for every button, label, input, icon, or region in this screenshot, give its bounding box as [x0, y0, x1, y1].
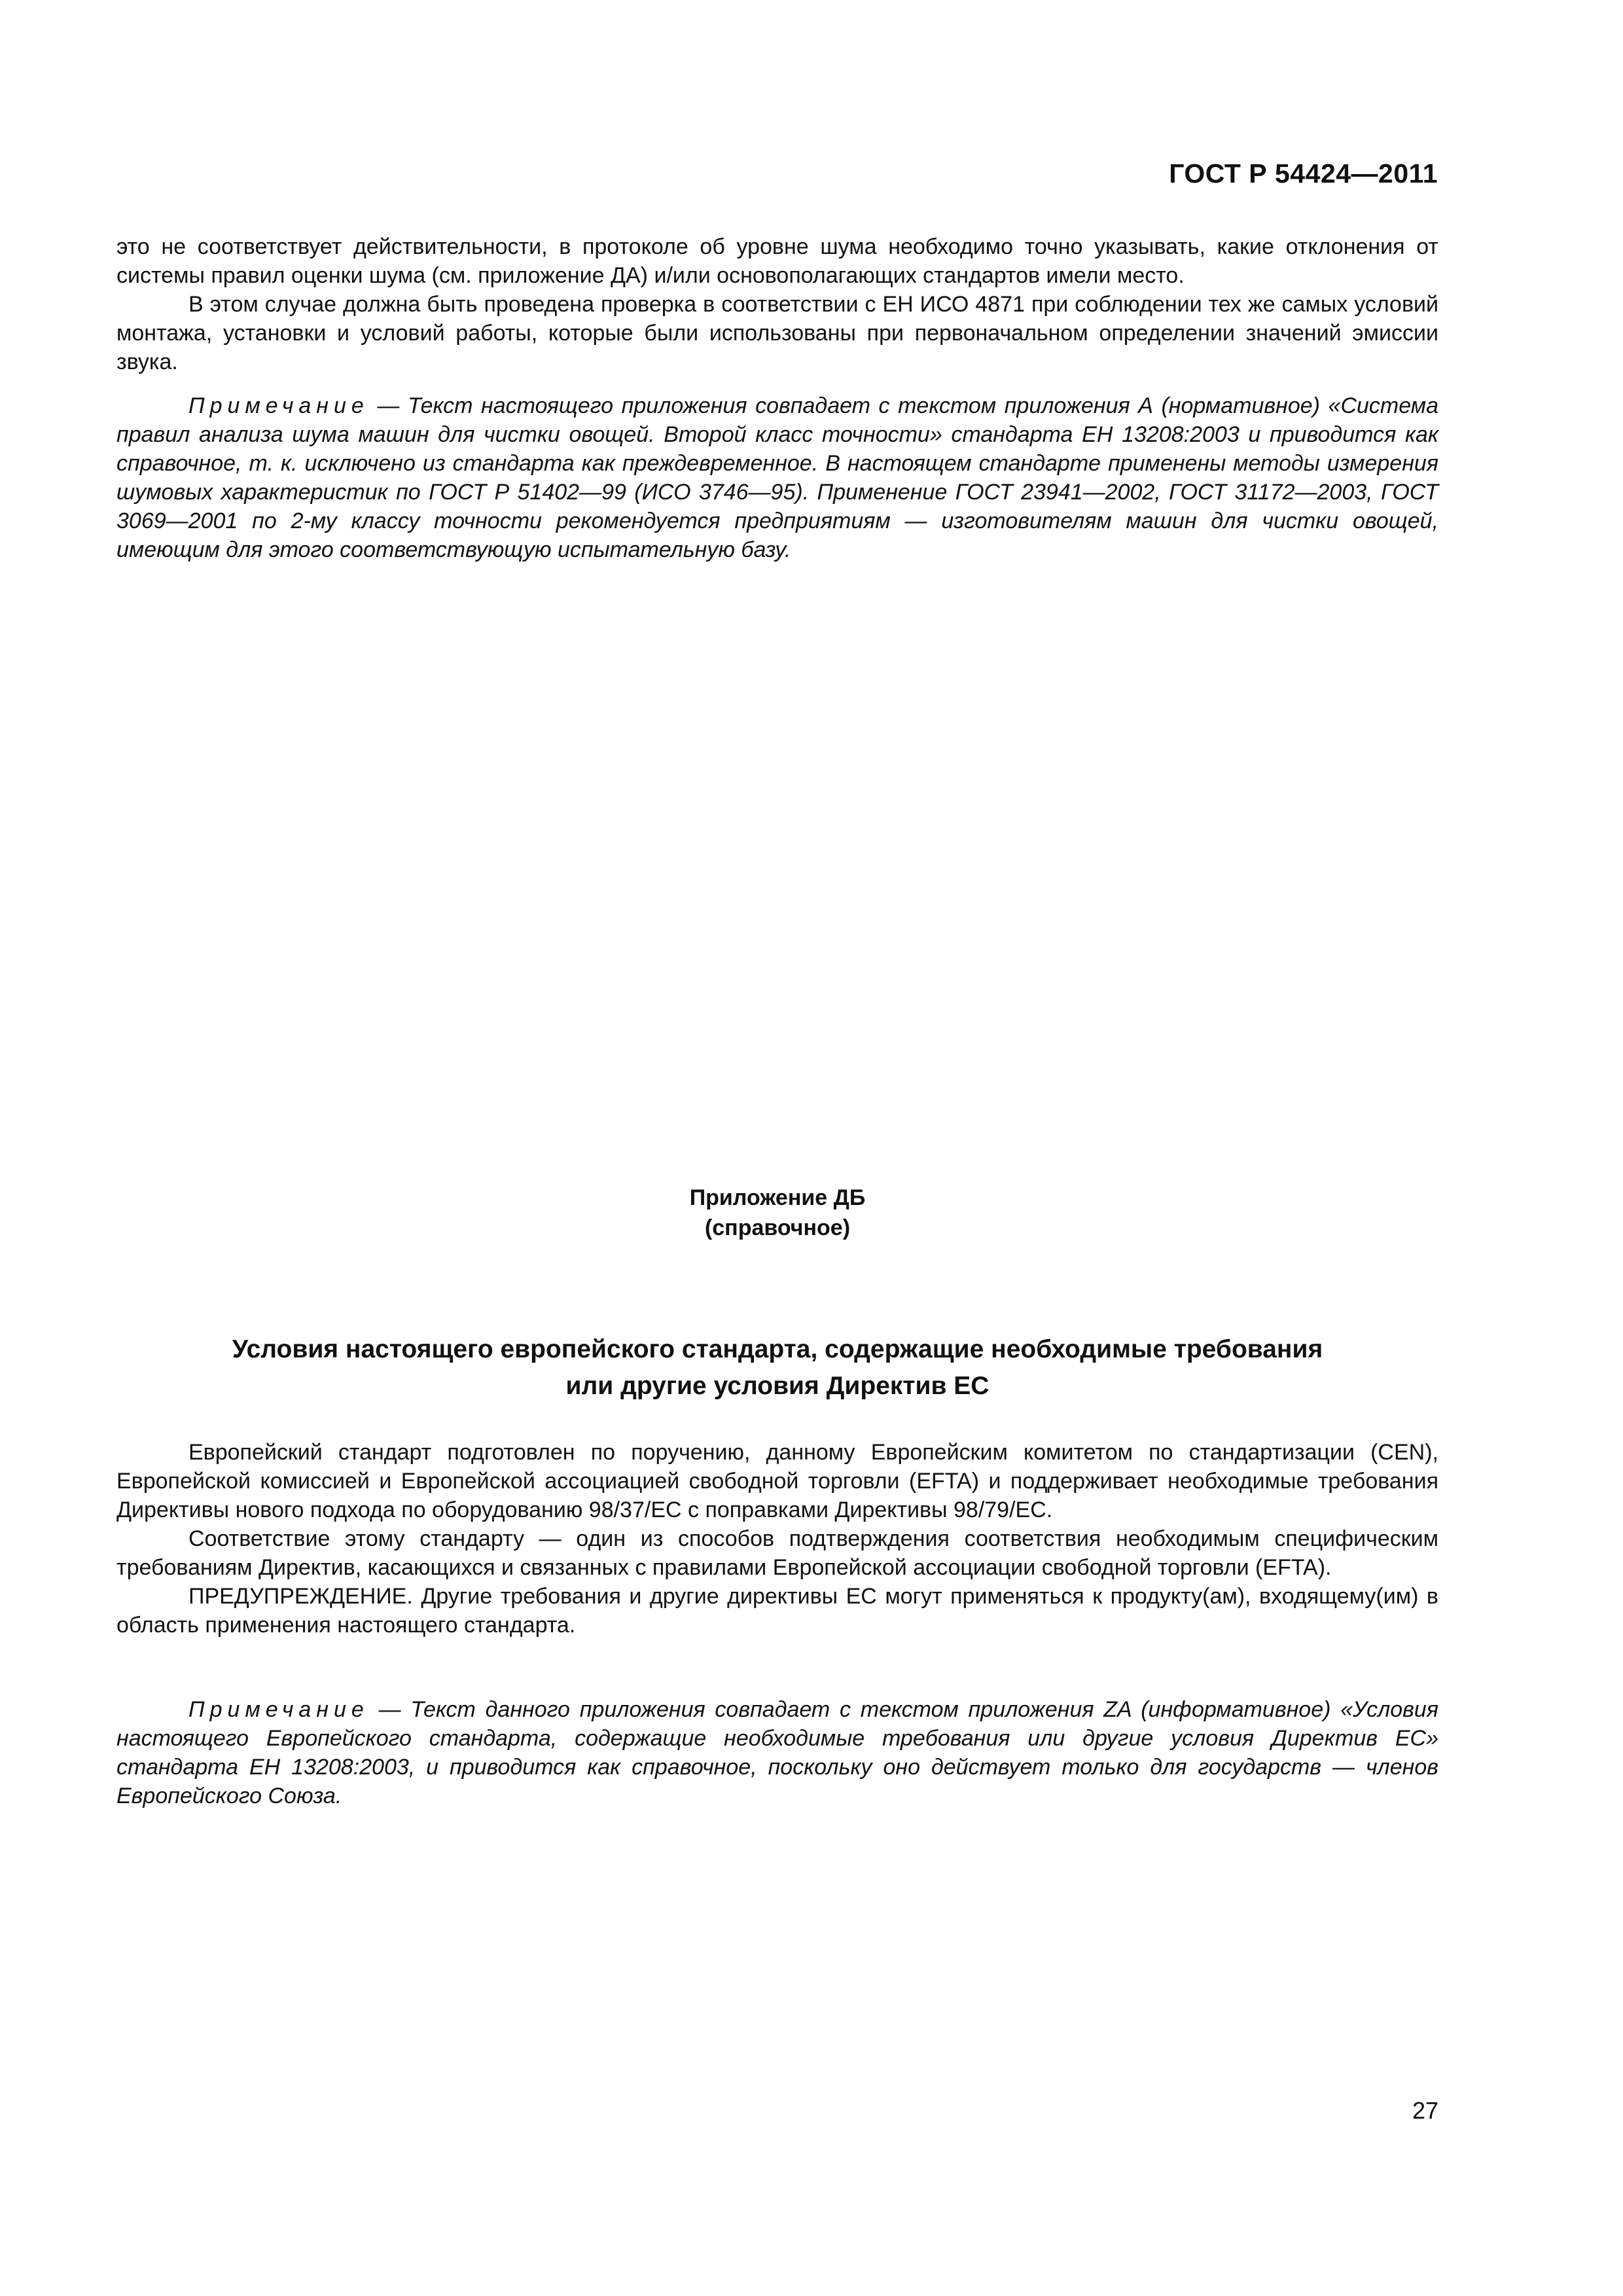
annex-status: (справочное) — [704, 1215, 851, 1240]
paragraph: Европейский стандарт подготовлен по поручению, данному Европейским комитетом по стандартизации (CEN), Европейской комиссией и Европейской ассоциацией свободной торговли (EFTA) и поддерживает необходимые требования Директивы нового подхода по оборудованию 98/37/ЕС с поправками Директивы 98/79/ЕС. — [116, 1440, 1438, 1522]
annex-body — [116, 1438, 1438, 1640]
page-number: 27 — [1412, 2097, 1438, 2124]
document-code: ГОСТ Р 54424—2011 — [1169, 158, 1438, 188]
note-text: — Текст данного приложения совпадает с текстом приложения ZA (информативное) «Условия настоящего Европейского стандарта, содержащие необходимые требования или другие условия Директив ЕС» стандарта ЕН 13208:2003, и приводится как справочное, поскольку оно действует только для государств — членов Европейского Союза. — [116, 1697, 1438, 1808]
annex-heading — [116, 1183, 1438, 1243]
note-block — [116, 1695, 1438, 1810]
annex-title — [116, 1331, 1438, 1405]
note-label: Примечание — [188, 393, 369, 418]
annex-title-line: Условия настоящего европейского стандарта, содержащие необходимые требования — [232, 1335, 1323, 1363]
annex-label: Приложение ДБ — [689, 1185, 866, 1210]
note-block — [116, 391, 1438, 564]
continuation-text — [116, 232, 1438, 376]
note-paragraph — [116, 391, 1438, 564]
annex-title-line: или другие условия Директив ЕС — [565, 1372, 990, 1400]
note-paragraph — [116, 1695, 1438, 1810]
paragraph: Соответствие этому стандарту — один из способов подтверждения соответствия необходимым специфическим требованиям Директив, касающихся и связанных с правилами Европейской ассоциации свободной торговли (EFTA). — [116, 1526, 1438, 1580]
paragraph: В этом случае должна быть проведена проверка в соответствии с ЕН ИСО 4871 при соблюдении тех же самых условий монтажа, установки и условий работы, которые были использованы при первоначальном определении значений эмиссии звука. — [116, 292, 1438, 374]
paragraph: это не соответствует действительности, в протоколе об уровне шума необходимо точно указывать, какие отклонения от системы правил оценки шума (см. приложение ДА) и/или основополагающих стандартов имели место. — [116, 234, 1438, 288]
note-label: Примечание — [188, 1697, 369, 1722]
note-text: — Текст настоящего приложения совпадает с текстом приложения А (нормативное) «Система правил анализа шума машин для чистки овощей. Второй класс точности» стандарта ЕН 13208:2003 и приводится как справочное, т. к. исключено из стандарта как преждевременное. В настоящем стандарте применены методы измерения шумовых характеристик по ГОСТ Р 51402—99 (ИСО 3746—95). Применение ГОСТ 23941—2002, ГОСТ 31172—2003, ГОСТ 3069—2001 по 2-му классу точности рекомендуется предприятиям — изготовителям машин для чистки овощей, имеющим для этого соответствующую испытательную базу. — [116, 393, 1438, 562]
paragraph: ПРЕДУПРЕЖДЕНИЕ. Другие требования и другие директивы ЕС могут применяться к продукту(ам), входящему(им) в область применения настоящего стандарта. — [116, 1584, 1438, 1638]
